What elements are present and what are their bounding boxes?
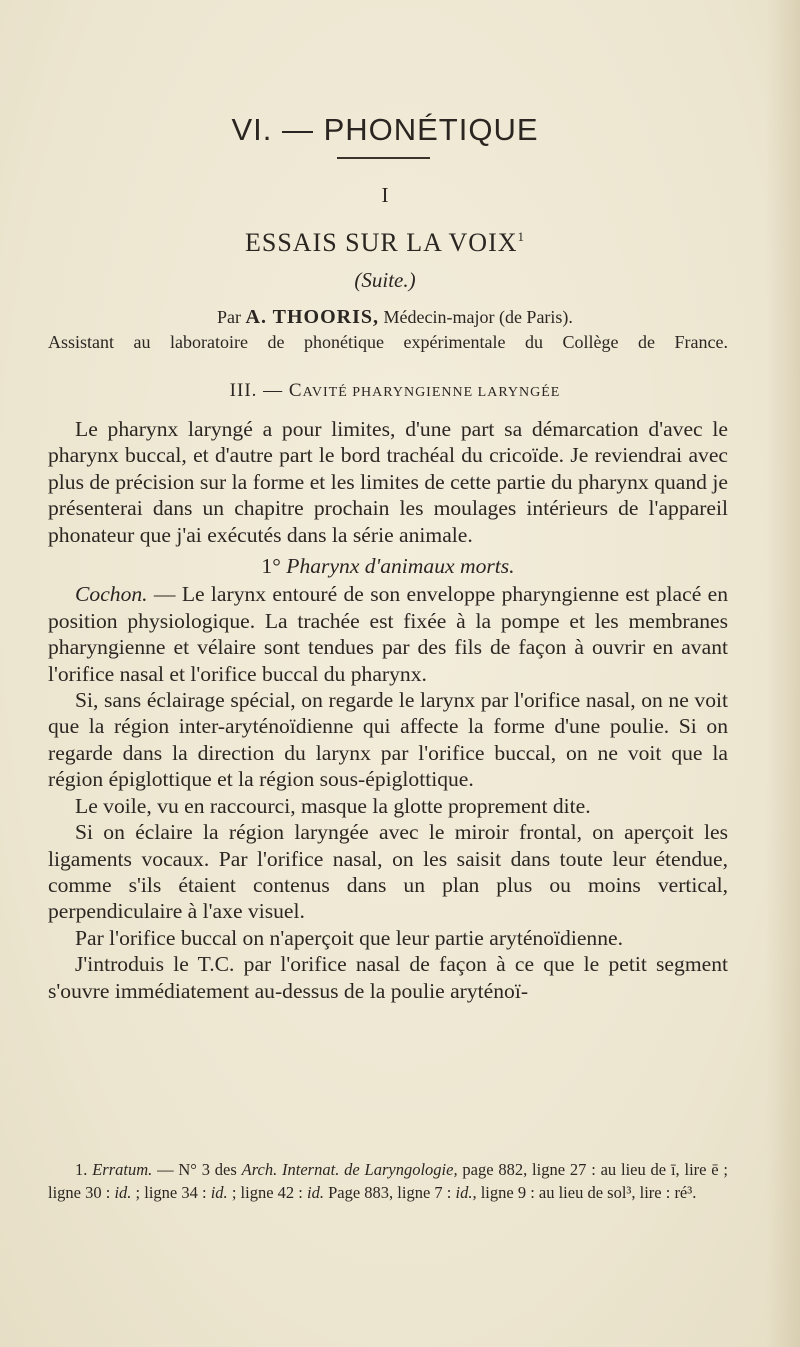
paragraph-text: — Le larynx entouré de son enveloppe pharyngienne est placé en position physiologique. La trachée est fixée à la pompe et les membranes pharyngienne et vélaire sont tendues par des fils de façon à ouvrir en avant l'orifice nasal et l'orifice buccal du pharynx. (48, 582, 728, 686)
footnote-ref: ; ligne 34 : (131, 1183, 211, 1202)
subsection-number: III. — (229, 380, 284, 401)
body-text (48, 416, 728, 1004)
section-title: VI. — PHONÉTIQUE (231, 112, 539, 147)
paragraph: Par l'orifice buccal on n'aperçoit que leur partie aryténoïdienne. (75, 925, 623, 950)
byline-prefix: Par (217, 307, 242, 327)
paragraph: J'introduis le T.C. par l'orifice nasal de façon à ce que le petit segment s'ouvre immédiatement au-dessus de la poulie aryténoï- (48, 952, 728, 1003)
footnote-id: id. (306, 1183, 324, 1202)
footnote-ref: ; ligne 42 : (227, 1183, 307, 1202)
paragraph (48, 581, 728, 687)
subheading-number: 1° (261, 554, 281, 579)
footnote-text (48, 1158, 728, 1204)
footnote-number: 1. (75, 1160, 88, 1179)
paragraph: Le pharynx laryngé a pour limites, d'une part sa démarcation d'avec le pharynx buccal, et d'autre part le bord trachéal du cricoïde. Je reviendrai avec plus de précision sur la forme et les limites de cette partie du pharynx quand je présenterai dans un chapitre prochain les moulages intérieurs de l'appareil phonateur que j'ai exécutés dans la série animale. (48, 417, 728, 547)
author-role: Médecin-major (de Paris). (383, 307, 573, 327)
footnote-erratum: Erratum. (92, 1160, 153, 1179)
paragraph: Si on éclaire la région laryngée avec le miroir frontal, on aperçoit les ligaments vocaux. Par l'orifice nasal, on les saisit dans toute leur étendue, comme s'ils étaient contenus dans un plan plus ou moins vertical, perpendiculaire à l'axe visuel. (48, 820, 728, 924)
paragraph-lead: Cochon. (75, 582, 148, 607)
footnote-id: id. (114, 1183, 132, 1202)
author-name: A. THOORIS, (245, 306, 379, 328)
article-title-text: ESSAIS SUR LA VOIX (244, 228, 518, 257)
footnote-ref: — N° 3 des (152, 1160, 242, 1179)
subsection-initial: C (288, 380, 303, 401)
subheading-text: Pharynx d'animaux morts. (286, 554, 515, 579)
page-edge-shadow (766, 0, 800, 1347)
subsection-heading (0, 380, 790, 402)
subheading (48, 553, 728, 579)
paragraph: Si, sans éclairage spécial, on regarde le larynx par l'orifice nasal, on ne voit que la région inter-aryténoïdienne qui affecte la forme d'une poulie. Si on regarde dans la direction du larynx par l'orifice buccal, on ne voit que la région épiglottique et la région sous-épiglottique. (48, 688, 728, 792)
footnote-journal: Arch. Internat. de Laryngologie, (241, 1160, 458, 1179)
footnote-ref: Page 883, ligne 7 : (323, 1183, 456, 1202)
article-number: I (381, 183, 389, 207)
byline (0, 306, 790, 329)
title-rule (337, 157, 430, 159)
footnote-ref: ligne 9 : au lieu de sol³, lire : ré³. (476, 1183, 697, 1202)
article-title (0, 228, 770, 258)
footnote-id: id., (455, 1183, 477, 1202)
footnote-ref: page 882, ligne 27 : au lieu de ī, lire ē ; ligne 30 : (48, 1160, 729, 1202)
article-suite: (Suite.) (354, 268, 416, 292)
footnote-mark: 1 (517, 229, 525, 244)
author-affiliation: Assistant au laboratoire de phonétique expérimentale du Collège de France. (48, 332, 728, 352)
footnote-id: id. (210, 1183, 228, 1202)
paragraph: Le voile, vu en raccourci, masque la glotte proprement dite. (75, 793, 591, 818)
subsection-title: AVITÉ PHARYNGIENNE LARYNGÉE (302, 385, 561, 400)
footnote (48, 1158, 728, 1204)
